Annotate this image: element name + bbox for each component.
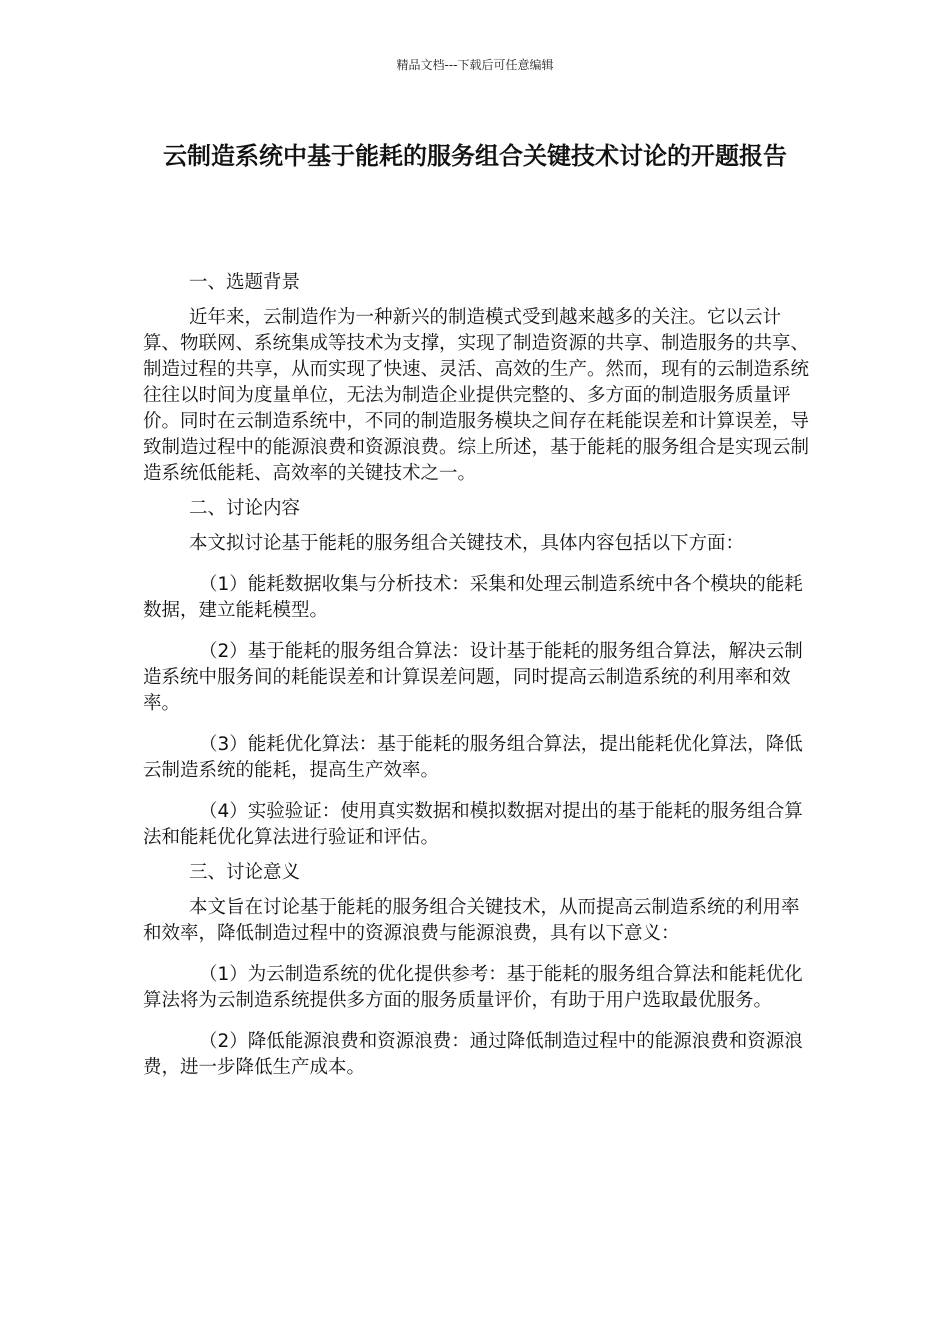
significance-item-1: （1）为云制造系统的优化提供参考：基于能耗的服务组合算法和能耗优化算法将为云制造系统提供多方面的服务质量评价，有助于用户选取最优服务。	[143, 964, 803, 1011]
content-item-1: （1）能耗数据收集与分析技术：采集和处理云制造系统中各个模块的能耗数据，建立能耗模型。	[143, 574, 803, 621]
page-header: 精品文档---下载后可任意编辑	[396, 58, 554, 72]
section-heading-significance: 三、讨论意义	[189, 862, 301, 883]
significance-item-2: （2）降低能源浪费和资源浪费：通过降低制造过程中的能源浪费和资源浪费，进一步降低生产成本。	[143, 1031, 803, 1078]
section-heading-content: 二、讨论内容	[189, 498, 301, 519]
significance-intro: 本文旨在讨论基于能耗的服务组合关键技术，从而提高云制造系统的利用率和效率，降低制造过程中的资源浪费与能源浪费，具有以下意义：	[143, 897, 800, 944]
content-item-3: （3）能耗优化算法：基于能耗的服务组合算法，提出能耗优化算法，降低云制造系统的能耗，提高生产效率。	[143, 734, 803, 781]
background-paragraph: 近年来，云制造作为一种新兴的制造模式受到越来越多的关注。它以云计算、物联网、系统集成等技术为支撑，实现了制造资源的共享、制造服务的共享、制造过程的共享，从而实现了快速、灵活、高效的生产。然而，现有的云制造系统往往以时间为度量单位，无法为制造企业提供完整的、多方面的制造服务质量评价。同时在云制造系统中，不同的制造服务模块之间存在耗能误差和计算误差，导致制造过程中的能源浪费和资源浪费。综上所述，基于能耗的服务组合是实现云制造系统低能耗、高效率的关键技术之一。	[143, 307, 810, 484]
content-item-4: （4）实验验证：使用真实数据和模拟数据对提出的基于能耗的服务组合算法和能耗优化算法进行验证和评估。	[143, 801, 803, 848]
content-intro: 本文拟讨论基于能耗的服务组合关键技术，具体内容包括以下方面：	[189, 533, 745, 554]
document-title: 云制造系统中基于能耗的服务组合关键技术讨论的开题报告	[163, 142, 787, 170]
document-body	[143, 270, 815, 1096]
section-heading-background: 一、选题背景	[189, 272, 301, 293]
content-item-2: （2）基于能耗的服务组合算法：设计基于能耗的服务组合算法，解决云制造系统中服务间的耗能误差和计算误差问题，同时提高云制造系统的利用率和效率。	[143, 641, 803, 714]
